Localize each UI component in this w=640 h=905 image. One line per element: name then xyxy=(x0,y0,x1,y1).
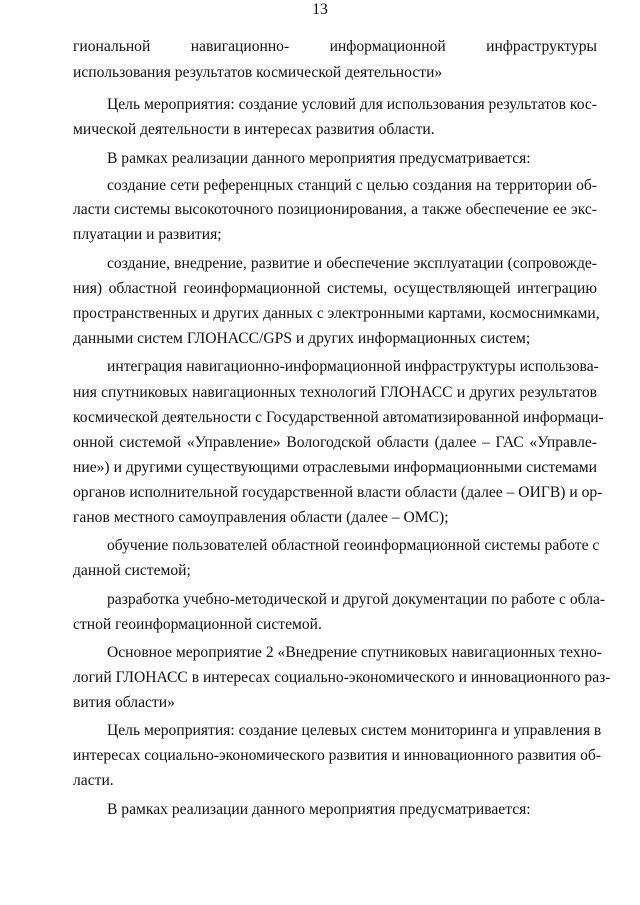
paragraph-goal-line: Цель мероприятия: создание условий для использования результатов кос- xyxy=(107,96,597,113)
text-line: ласти. xyxy=(73,772,114,789)
list-item-line: интеграция навигационно-информационной инфраструктуры использова- xyxy=(107,358,599,375)
text-line: интересах социально-экономического развития и инновационного развития об- xyxy=(73,747,602,764)
text-line: ния) областной геоинформационной системы, осуществляющей интеграцию xyxy=(73,280,597,297)
text-line: стной геоинформационной системой. xyxy=(73,616,322,633)
text-line: логий ГЛОНАСС в интересах социально-экономического и инновационного раз- xyxy=(73,669,611,686)
paragraph-line: В рамках реализации данного мероприятия предусматривается: xyxy=(107,150,531,167)
paragraph-goal-line: Цель мероприятия: создание целевых систем мониторинга и управления в xyxy=(107,722,602,739)
section-heading-line: Основное мероприятие 2 «Внедрение спутниковых навигационных техно- xyxy=(107,644,602,661)
text-line: мической деятельности в интересах развития области. xyxy=(73,121,435,138)
list-item-line: создание, внедрение, развитие и обеспечение эксплуатации (сопровожде- xyxy=(107,255,597,272)
text-line: пространственных и других данных с электронными картами, космоснимками, xyxy=(73,305,600,322)
list-item-line: обучение пользователей областной геоинформационной системы работе с xyxy=(107,537,600,554)
text-line: ганов местного самоуправления области (далее – ОМС); xyxy=(73,509,449,526)
text-line: использования результатов космической деятельности» xyxy=(73,64,443,81)
text-line: космической деятельности с Государственной автоматизированной информаци- xyxy=(73,409,604,426)
list-item-line: создание сети референцных станций с целью создания на территории об- xyxy=(107,177,597,194)
page-number: 13 xyxy=(312,1,328,18)
text-line: данными систем ГЛОНАСС/GPS и других информационных систем; xyxy=(73,330,531,347)
text-line: данной системой; xyxy=(73,562,191,579)
text-line: онной системой «Управление» Вологодской области (далее – ГАС «Управле- xyxy=(73,434,597,451)
text-line: ния спутниковых навигационных технологий ГЛОНАСС и других результатов xyxy=(73,384,597,401)
text-line: ние») и другими существующими отраслевыми информационными системами xyxy=(73,459,597,476)
text-line: плуатации и развития; xyxy=(73,226,222,243)
text-line: ласти системы высокоточного позиционирования, а также обеспечение ее экс- xyxy=(73,201,597,218)
text-line: вития области» xyxy=(73,694,175,711)
paragraph-line: В рамках реализации данного мероприятия предусматривается: xyxy=(107,801,531,818)
text-line: органов исполнительной государственной власти области (далее – ОИГВ) и ор- xyxy=(73,484,603,501)
text-line: гиональной навигационно- информационной инфраструктуры xyxy=(73,38,597,55)
list-item-line: разработка учебно-методической и другой документации по работе с обла- xyxy=(107,591,606,608)
